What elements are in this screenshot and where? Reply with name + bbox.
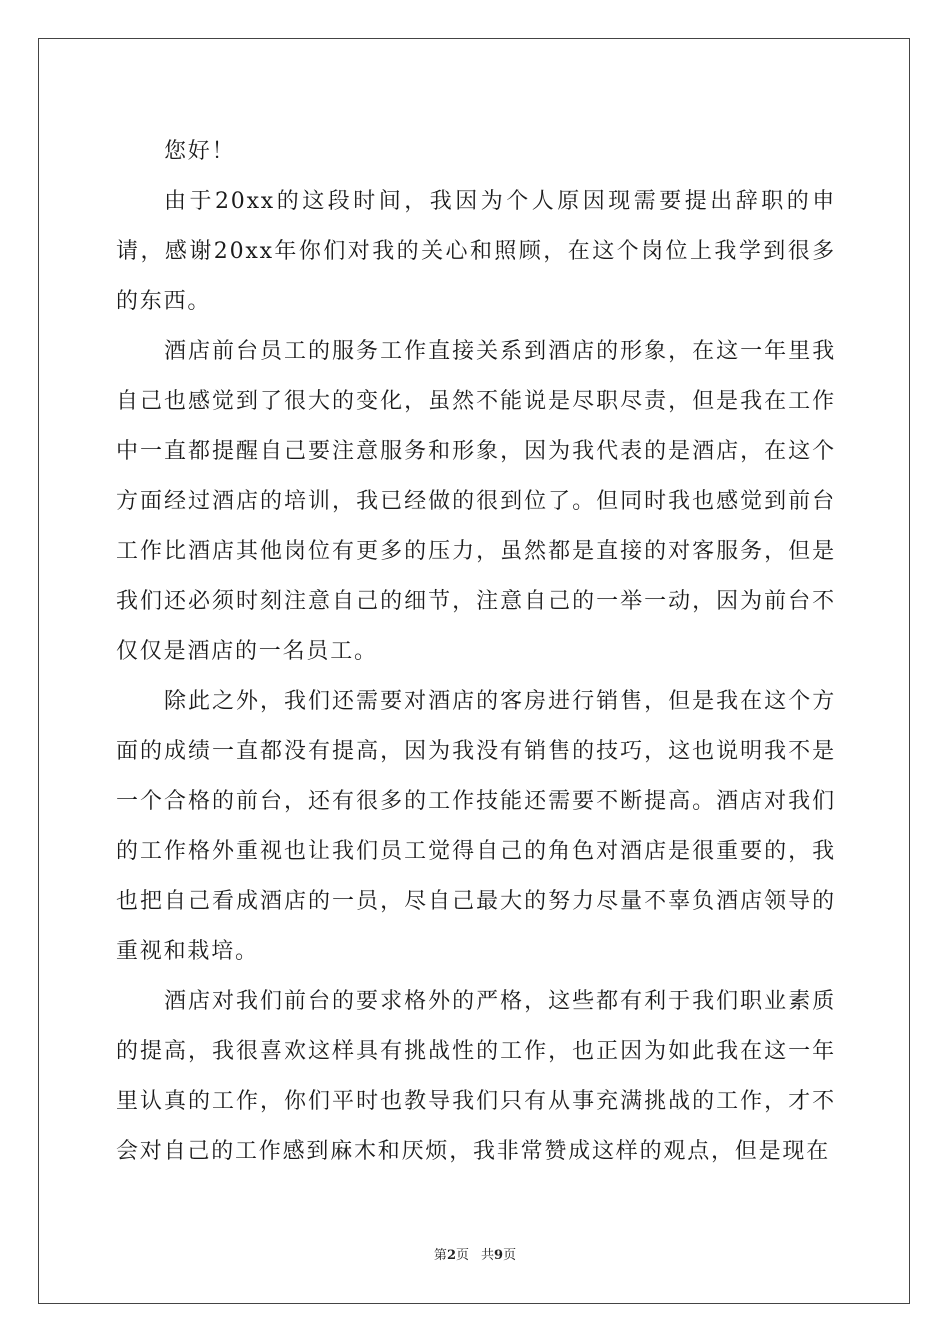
paragraph-1: 由于20xx的这段时间，我因为个人原因现需要提出辞职的申请，感谢20xx年你们对我的关心和照顾，在这个岗位上我学到很多的东西。 bbox=[116, 189, 836, 314]
page-footer bbox=[0, 1244, 950, 1263]
greeting: 您好！ bbox=[164, 139, 236, 164]
paragraph-4: 酒店对我们前台的要求格外的严格，这些都有利于我们职业素质的提高，我很喜欢这样具有挑战性的工作，也正因为如此我在这一年里认真的工作，你们平时也教导我们只有从事充满挑战的工作，才不会对自己的工作感到麻木和厌烦，我非常赞成这样的观点，但是现在 bbox=[116, 989, 836, 1164]
paragraph-3: 除此之外，我们还需要对酒店的客房进行销售，但是我在这个方面的成绩一直都没有提高，因为我没有销售的技巧，这也说明我不是一个合格的前台，还有很多的工作技能还需要不断提高。酒店对我们的工作格外重视也让我们员工觉得自己的角色对酒店是很重要的，我也把自己看成酒店的一员，尽自己最大的努力尽量不辜负酒店领导的重视和栽培。 bbox=[116, 689, 836, 964]
page-number: 第2页 bbox=[433, 1248, 469, 1263]
total-pages: 共9页 bbox=[481, 1248, 517, 1263]
paragraph-2: 酒店前台员工的服务工作直接关系到酒店的形象，在这一年里我自己也感觉到了很大的变化，虽然不能说是尽职尽责，但是我在工作中一直都提醒自己要注意服务和形象，因为我代表的是酒店，在这个方面经过酒店的培训，我已经做的很到位了。但同时我也感觉到前台工作比酒店其他岗位有更多的压力，虽然都是直接的对客服务，但是我们还必须时刻注意自己的细节，注意自己的一举一动，因为前台不仅仅是酒店的一名员工。 bbox=[116, 339, 836, 664]
document-body bbox=[116, 127, 836, 1177]
